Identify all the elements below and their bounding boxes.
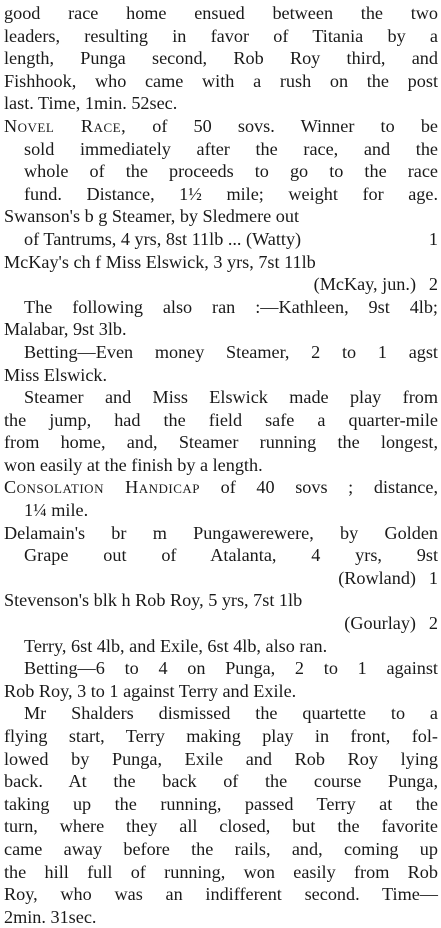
race-conditions: of 40 sovs ; distance, — [220, 477, 438, 498]
text-line: The following also ran :—Kathleen, 9st 4lb; — [24, 296, 438, 317]
text-line: won easily at the finish by a length. — [4, 454, 263, 475]
text-line: Betting—Even money Steamer, 2 to 1 agst — [24, 341, 438, 362]
text-line: leaders, resulting in favor of Titania by a — [4, 25, 438, 46]
placing: 2 — [428, 274, 438, 295]
entry-line — [4, 567, 438, 590]
race-heading-line — [4, 476, 438, 499]
text-line: flying start, Terry making play in front, fol- — [4, 726, 438, 746]
entry-line — [4, 612, 438, 635]
text-line: 2min. 31sec. — [4, 906, 97, 927]
text-line: the jump, had the field safe a quarter-mile — [4, 409, 438, 430]
placing: 1 — [428, 567, 438, 588]
text-line: turn, where they all closed, but the favorite — [4, 816, 438, 837]
text-line: Miss Elswick. — [4, 364, 108, 385]
jockey: (Rowland) — [338, 567, 416, 588]
race-title: Novel Race, — [4, 115, 127, 136]
text-line: 1¼ mile. — [24, 500, 89, 521]
text-line: Roy, who was an indifferent second. Time— — [4, 884, 438, 905]
text-line: back. At the back of the course Punga, — [4, 771, 438, 792]
text-line: lowed by Punga, Exile and Rob Roy lying — [4, 748, 438, 769]
text-line: fund. Distance, 1½ mile; weight for age. — [24, 183, 438, 204]
race-conditions: of 50 sovs. Winner to be — [152, 115, 438, 136]
text-line: came away before the rails, and, coming up — [4, 838, 438, 859]
text-line: the hill full of running, won easily from Rob — [4, 861, 438, 882]
placing: 2 — [428, 613, 438, 634]
text-line: from home, and, Steamer running the longest, — [4, 432, 438, 453]
placing: 1 — [428, 228, 438, 249]
entry-line: Delamain's br m Pungawerewere, by Golden — [4, 522, 438, 543]
text-line: sold immediately after the race, and the — [24, 138, 438, 159]
text-line: taking up the running, passed Terry at the — [4, 793, 438, 814]
race-title: Consolation Handicap — [4, 477, 200, 498]
text-line: Mr Shalders dismissed the quartette to a — [24, 703, 438, 724]
jockey: (McKay, jun.) — [313, 274, 416, 295]
entry-line: Stevenson's blk h Rob Roy, 5 yrs, 7st 1lb — [4, 590, 303, 611]
text-line: good race home ensued between the two — [4, 3, 438, 23]
text-line: Steamer and Miss Elswick made play from — [24, 387, 438, 408]
entry-line: McKay's ch f Miss Elswick, 3 yrs, 7st 11lb — [4, 251, 316, 272]
race-heading-line — [4, 115, 438, 138]
text-line: Terry, 6st 4lb, and Exile, 6st 4lb, also ran. — [24, 635, 328, 656]
text-line: whole of the proceeds to go to the race — [24, 161, 438, 182]
text-line: Rob Roy, 3 to 1 against Terry and Exile. — [4, 680, 297, 701]
entry-line: Grape out of Atalanta, 4 yrs, 9st — [24, 545, 438, 566]
entry-line — [4, 228, 438, 251]
entry-line: Swanson's b g Steamer, by Sledmere out — [4, 206, 300, 227]
text-line: last. Time, 1min. 52sec. — [4, 93, 178, 114]
text-line: Fishhook, who came with a rush on the post — [4, 70, 438, 91]
jockey: (Gourlay) — [344, 613, 416, 634]
text-line: Malabar, 9st 3lb. — [4, 319, 127, 340]
entry-line — [4, 273, 438, 296]
entry-detail: of Tantrums, 4 yrs, 8st 11lb ... (Watty) — [24, 228, 302, 249]
text-line: length, Punga second, Rob Roy third, and — [4, 48, 438, 69]
text-line: Betting—6 to 4 on Punga, 2 to 1 against — [24, 658, 438, 679]
